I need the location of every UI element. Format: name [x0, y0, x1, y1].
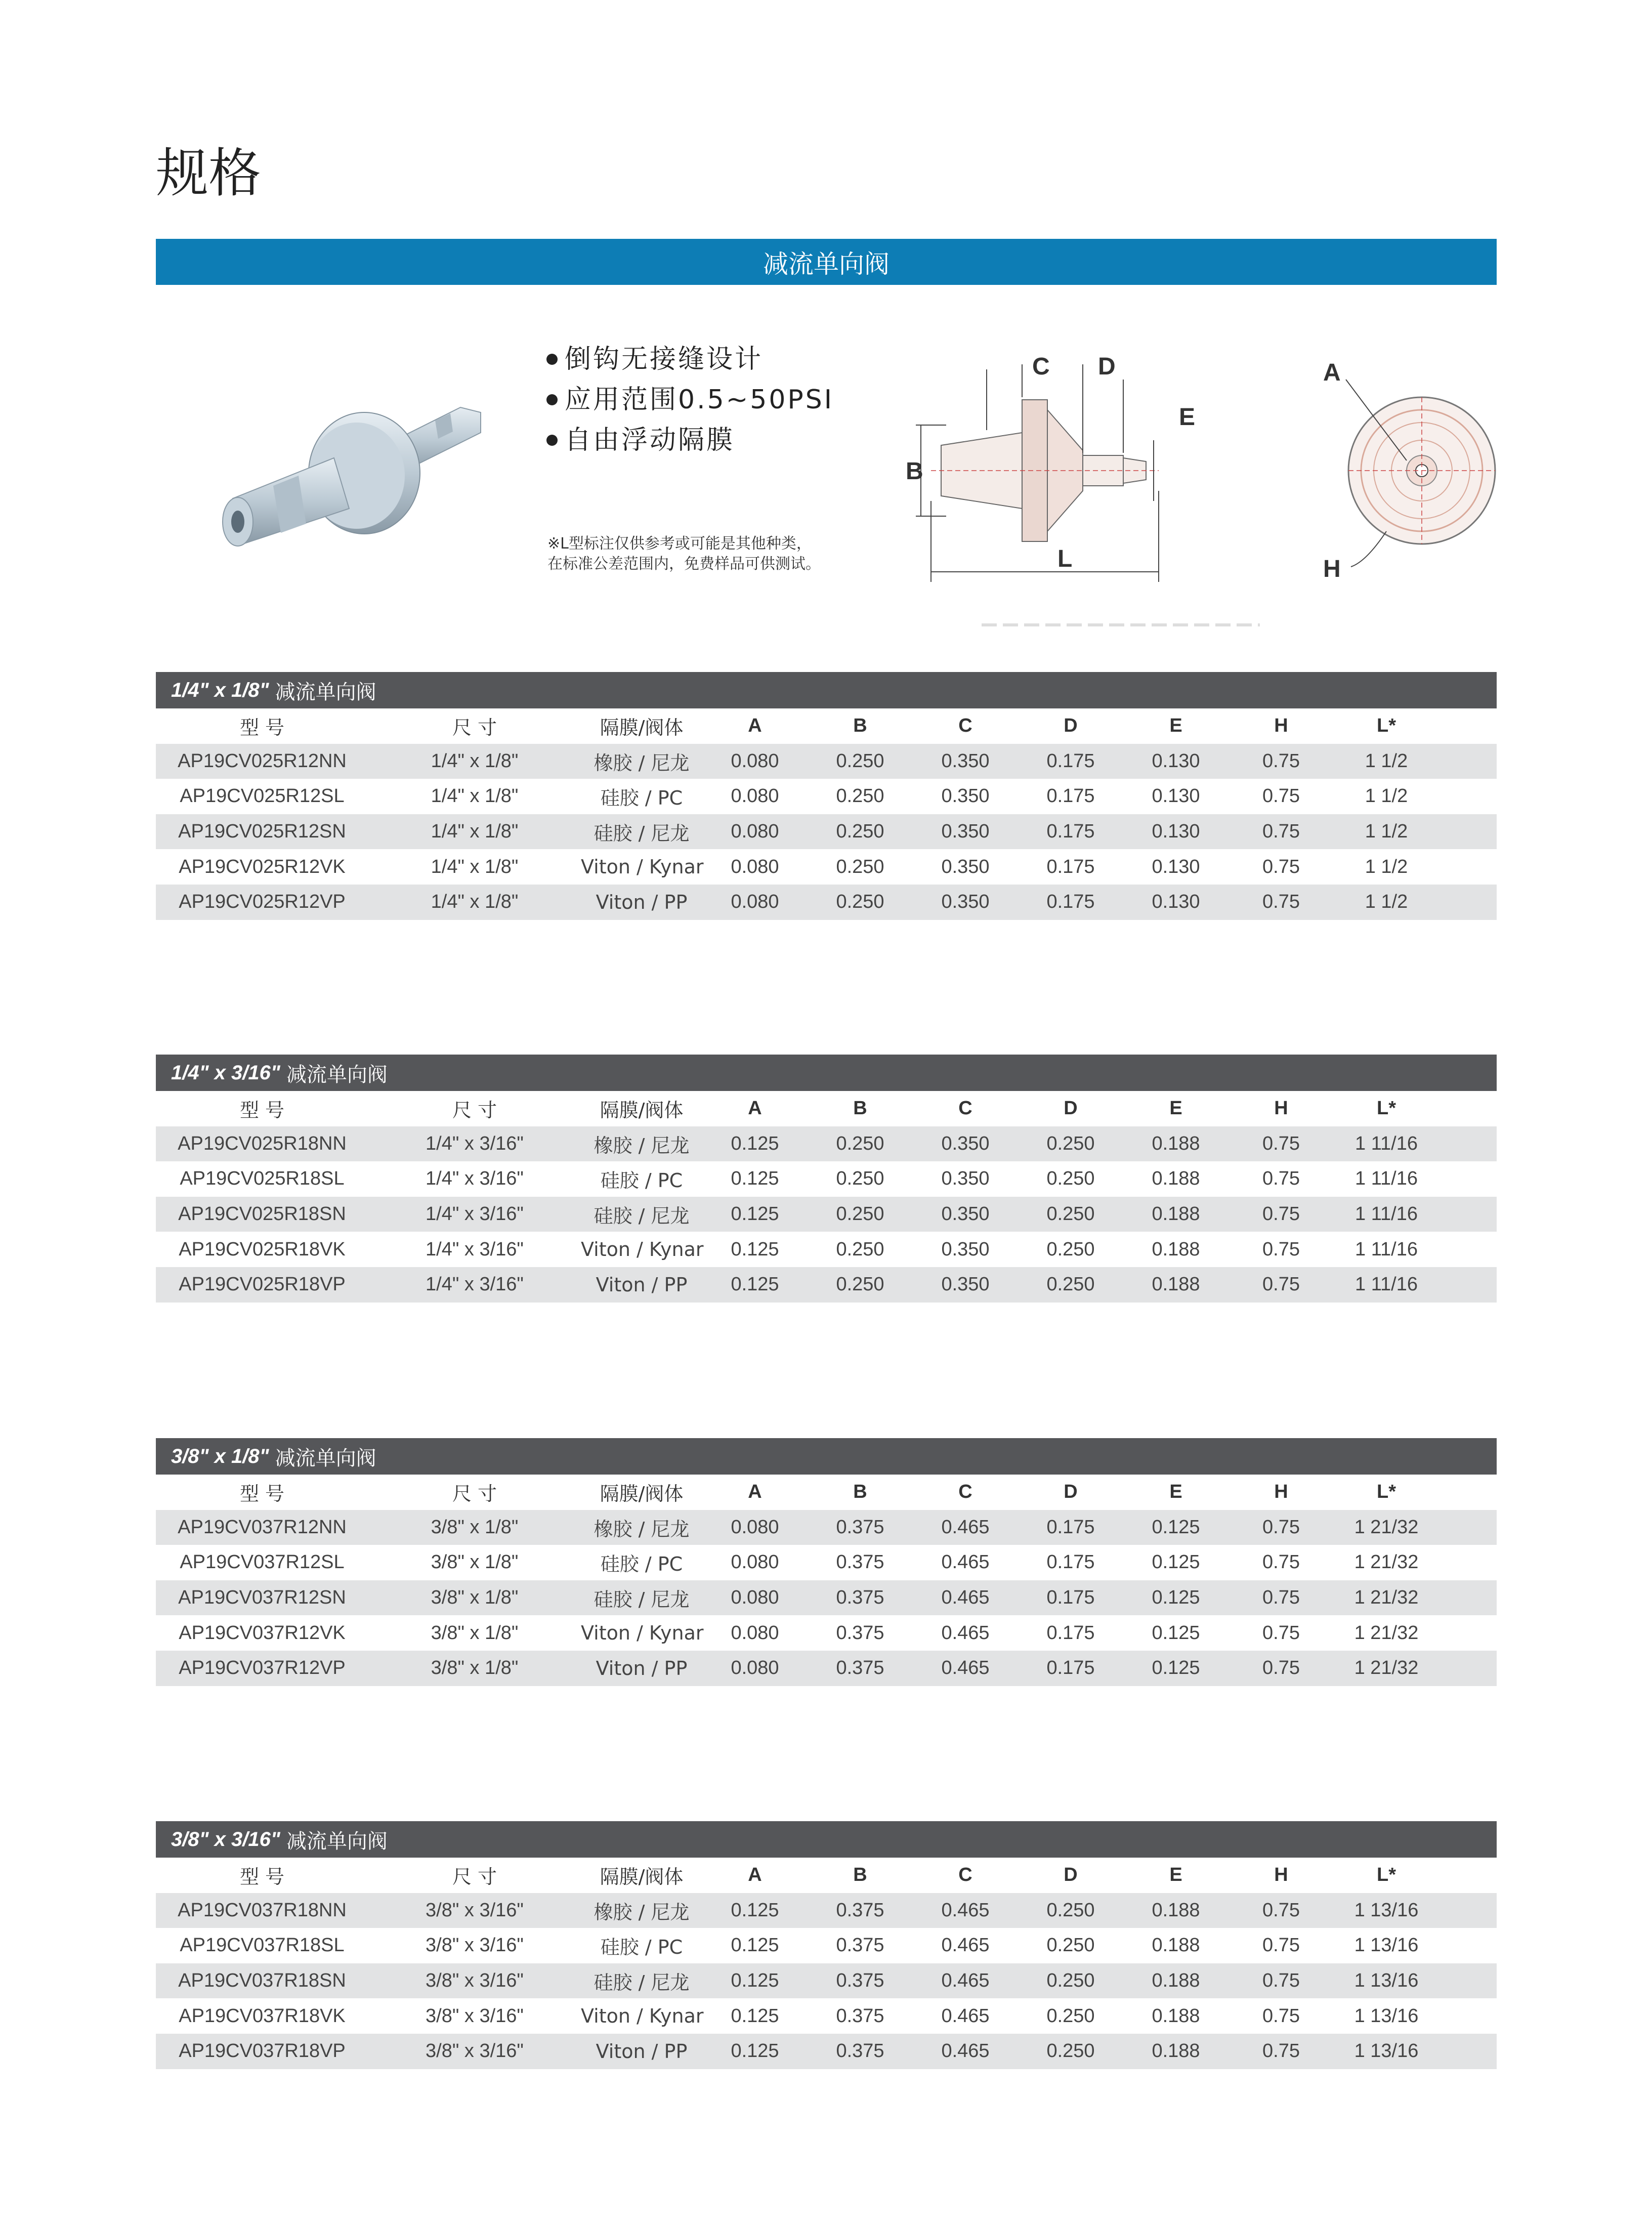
label-a: A: [1323, 359, 1341, 386]
table-cell: 0.130: [1152, 856, 1200, 877]
table-cell: 0.75: [1262, 1622, 1300, 1644]
table-cell: 0.250: [1046, 1274, 1095, 1295]
table-cell: 1/4" x 1/8": [431, 750, 519, 772]
table-cell: 0.250: [1046, 1168, 1095, 1190]
table-cell: 0.080: [731, 1622, 779, 1644]
table-cell: 0.175: [1046, 1657, 1095, 1679]
column-header: A: [748, 1481, 762, 1503]
table-cell: AP19CV037R18VP: [179, 2040, 346, 2062]
table-cell: 1 11/16: [1355, 1203, 1418, 1225]
table-cell: 0.125: [731, 1168, 779, 1190]
column-header: 尺 寸: [452, 717, 497, 739]
table-cell: 0.250: [836, 1168, 884, 1190]
table-cell: 0.465: [941, 1899, 990, 1921]
table-cell: 0.175: [1046, 1587, 1095, 1609]
column-header: H: [1274, 1864, 1288, 1886]
table-cell: 0.125: [1152, 1516, 1200, 1538]
table-cell: 0.75: [1262, 1203, 1300, 1225]
table-cell: 0.375: [836, 1516, 884, 1538]
table-cell: Viton / Kynar: [581, 1622, 704, 1645]
table-cell: 3/8" x 1/8": [431, 1516, 519, 1538]
table-cell: 0.465: [941, 1587, 990, 1609]
table-cell: 0.375: [836, 1622, 884, 1644]
table-cell: AP19CV025R12NN: [178, 750, 347, 772]
table-cell: 1 1/2: [1365, 785, 1408, 807]
column-header: 隔膜/阀体: [600, 1866, 684, 1888]
column-header: E: [1169, 1098, 1182, 1119]
table-cell: AP19CV025R18NN: [178, 1132, 347, 1154]
column-header: 型 号: [239, 1866, 285, 1888]
table-cell: 0.080: [731, 1657, 779, 1679]
column-header: 型 号: [239, 1483, 285, 1505]
table-cell: 0.350: [941, 1274, 990, 1295]
column-header: 型 号: [239, 717, 285, 739]
table-cell: 1/4" x 1/8": [431, 785, 519, 807]
table-cell: 0.465: [941, 1622, 990, 1644]
column-header: 隔膜/阀体: [600, 1099, 684, 1122]
table-row: [156, 1267, 1497, 1303]
table-cell: AP19CV025R12VP: [179, 891, 346, 913]
column-header: 型 号: [239, 1099, 285, 1122]
table-row: [156, 1580, 1497, 1616]
table-cell: 0.375: [836, 1551, 884, 1573]
table-cell: Viton / PP: [596, 2040, 688, 2063]
table-cell: 3/8" x 1/8": [431, 1587, 519, 1609]
table-row: [156, 849, 1497, 885]
table-cell: 硅胶 / 尼龙: [594, 822, 690, 845]
valve-product-image: [197, 372, 511, 574]
table-cell: 0.350: [941, 750, 990, 772]
column-header: E: [1169, 1864, 1182, 1886]
table-cell: 3/8" x 1/8": [431, 1657, 519, 1679]
table-cell: AP19CV025R12SN: [178, 821, 346, 843]
table-cell: 0.175: [1046, 1551, 1095, 1573]
table-row: [156, 1232, 1497, 1267]
table-cell: 0.188: [1152, 1970, 1200, 1992]
column-header: 隔膜/阀体: [600, 1483, 684, 1505]
table-cell: 0.125: [731, 1132, 779, 1154]
bullet-icon: [546, 435, 558, 446]
table-cell: 0.350: [941, 1238, 990, 1260]
column-header: L*: [1377, 1864, 1396, 1886]
table-cell: 0.125: [731, 1970, 779, 1992]
table-cell: 1 21/32: [1354, 1551, 1419, 1573]
table-cell: 1 21/32: [1354, 1657, 1419, 1679]
table-row: [156, 744, 1497, 779]
column-header: D: [1064, 715, 1078, 737]
table-cell: 0.75: [1262, 1551, 1300, 1573]
table-row: [156, 1651, 1497, 1686]
table-cell: 橡胶 / 尼龙: [594, 1901, 690, 1923]
table-cell: 0.75: [1262, 891, 1300, 913]
table-cell: 0.188: [1152, 1899, 1200, 1921]
column-header-row: [156, 708, 1497, 744]
table-row: [156, 779, 1497, 814]
table-cell: 0.375: [836, 1657, 884, 1679]
spec-table: [156, 1438, 1497, 1686]
table-cell: AP19CV037R18SN: [178, 1970, 346, 1992]
table-cell: 0.250: [836, 1203, 884, 1225]
column-header: H: [1274, 1481, 1288, 1503]
table-cell: 1 13/16: [1354, 1899, 1419, 1921]
label-b: B: [906, 458, 923, 485]
table-cell: Viton / Kynar: [581, 1238, 704, 1261]
table-cell: 3/8" x 3/16": [426, 1970, 524, 1992]
table-cell: 0.175: [1046, 1516, 1095, 1538]
table-cell: 0.250: [1046, 1970, 1095, 1992]
column-header: C: [958, 715, 972, 737]
table-cell: 0.250: [1046, 2005, 1095, 2027]
table-row: [156, 814, 1497, 850]
table-cell: 0.188: [1152, 1238, 1200, 1260]
table-cell: 0.75: [1262, 2005, 1300, 2027]
table-cell: 1 13/16: [1354, 1935, 1419, 1956]
table-cell: 0.375: [836, 1899, 884, 1921]
table-cell: 1/4" x 3/16": [426, 1168, 524, 1190]
table-cell: 1/4" x 3/16": [426, 1238, 524, 1260]
table-cell: 0.465: [941, 2040, 990, 2062]
column-header: B: [853, 1864, 867, 1886]
table-cell: 0.125: [1152, 1587, 1200, 1609]
table-cell: 0.125: [731, 2040, 779, 2062]
table-cell: 0.350: [941, 1132, 990, 1154]
table-cell: 1 21/32: [1354, 1516, 1419, 1538]
table-cell: AP19CV025R18SN: [178, 1203, 346, 1225]
column-header-row: [156, 1475, 1497, 1510]
table-cell: 0.188: [1152, 1274, 1200, 1295]
table-cell: 0.465: [941, 1935, 990, 1956]
table-cell: AP19CV037R12VP: [179, 1657, 346, 1679]
table-cell: 硅胶 / PC: [600, 1553, 683, 1576]
table-header-bar: 1/4" x 3/16" 减流单向阀: [156, 1055, 1497, 1091]
table-cell: 0.125: [1152, 1551, 1200, 1573]
table-cell: 硅胶 / 尼龙: [594, 1971, 690, 1994]
table-cell: 1/4" x 1/8": [431, 891, 519, 913]
table-cell: 1 21/32: [1354, 1587, 1419, 1609]
table-cell: 0.75: [1262, 1132, 1300, 1154]
table-cell: 0.250: [836, 1274, 884, 1295]
table-cell: 0.75: [1262, 1516, 1300, 1538]
table-cell: Viton / PP: [596, 891, 688, 913]
column-header: 尺 寸: [452, 1866, 497, 1888]
table-cell: 1 1/2: [1365, 891, 1408, 913]
table-cell: 0.350: [941, 891, 990, 913]
table-cell: 0.350: [941, 856, 990, 877]
table-cell: 0.350: [941, 1203, 990, 1225]
table-cell: 1 11/16: [1355, 1132, 1418, 1154]
table-cell: AP19CV025R18VK: [179, 1238, 346, 1260]
side-dimension-drawing: [906, 349, 1275, 633]
table-row: [156, 1928, 1497, 1963]
table-row: [156, 1998, 1497, 2034]
table-cell: 0.75: [1262, 1970, 1300, 1992]
table-cell: 0.175: [1046, 1622, 1095, 1644]
table-cell: 0.080: [731, 785, 779, 807]
table-cell: 0.080: [731, 821, 779, 843]
column-header: L*: [1377, 1098, 1396, 1119]
table-cell: AP19CV025R12SL: [180, 785, 345, 807]
table-cell: 1/4" x 1/8": [431, 821, 519, 843]
table-row: [156, 1963, 1497, 1999]
table-cell: 0.75: [1262, 1238, 1300, 1260]
table-cell: 1 1/2: [1365, 750, 1408, 772]
table-cell: 1/4" x 3/16": [426, 1203, 524, 1225]
table-cell: 0.250: [1046, 1132, 1095, 1154]
table-cell: 橡胶 / 尼龙: [594, 1518, 690, 1540]
column-header: B: [853, 1098, 867, 1119]
table-cell: 橡胶 / 尼龙: [594, 1134, 690, 1157]
table-cell: 1 1/2: [1365, 821, 1408, 843]
table-cell: 0.75: [1262, 1657, 1300, 1679]
table-cell: 0.130: [1152, 891, 1200, 913]
feature-item: 应用范围0.5~50PSI: [546, 380, 834, 420]
table-cell: 0.175: [1046, 891, 1095, 913]
table-cell: 3/8" x 3/16": [426, 1935, 524, 1956]
table-cell: 0.175: [1046, 856, 1095, 877]
table-cell: 硅胶 / 尼龙: [594, 1588, 690, 1611]
column-header: E: [1169, 715, 1182, 737]
table-cell: 1/4" x 3/16": [426, 1132, 524, 1154]
table-cell: 0.75: [1262, 1168, 1300, 1190]
table-cell: AP19CV025R18VP: [179, 1274, 346, 1295]
table-cell: 0.250: [836, 891, 884, 913]
table-cell: 0.465: [941, 1657, 990, 1679]
spec-table: [156, 672, 1497, 920]
table-cell: 0.080: [731, 856, 779, 877]
table-cell: 0.350: [941, 785, 990, 807]
table-cell: 0.75: [1262, 785, 1300, 807]
column-header: A: [748, 1864, 762, 1886]
spec-table: [156, 1821, 1497, 2069]
table-row: [156, 1161, 1497, 1197]
column-header: B: [853, 715, 867, 737]
table-cell: 1 13/16: [1354, 2040, 1419, 2062]
table-row: [156, 2034, 1497, 2069]
table-cell: 橡胶 / 尼龙: [594, 751, 690, 774]
table-cell: 0.465: [941, 1970, 990, 1992]
column-header: C: [958, 1481, 972, 1503]
feature-item: 倒钩无接缝设计: [546, 339, 834, 380]
column-header: A: [748, 1098, 762, 1119]
table-cell: 0.125: [731, 1935, 779, 1956]
table-cell: 0.75: [1262, 750, 1300, 772]
footnote: ※L型标注仅供参考或可能是其他种类， 在标准公差范围内，免费样品可供测试。: [547, 535, 821, 573]
front-view-drawing: [1305, 349, 1518, 592]
table-cell: 0.350: [941, 1168, 990, 1190]
table-cell: 0.125: [731, 1238, 779, 1260]
table-cell: Viton / Kynar: [581, 2005, 704, 2028]
table-cell: AP19CV037R18VK: [179, 2005, 346, 2027]
column-header: C: [958, 1098, 972, 1119]
page-title: 规格: [156, 142, 262, 204]
table-cell: AP19CV025R18SL: [180, 1168, 345, 1190]
table-cell: 1 13/16: [1354, 1970, 1419, 1992]
table-cell: 0.130: [1152, 785, 1200, 807]
table-cell: 0.75: [1262, 821, 1300, 843]
table-cell: 0.375: [836, 1587, 884, 1609]
bullet-icon: [546, 394, 558, 405]
table-cell: 1 13/16: [1354, 2005, 1419, 2027]
column-header: D: [1064, 1864, 1078, 1886]
table-cell: 0.250: [836, 856, 884, 877]
table-cell: 1 21/32: [1354, 1622, 1419, 1644]
column-header: L*: [1377, 715, 1396, 737]
table-row: [156, 1893, 1497, 1928]
table-cell: 0.75: [1262, 2040, 1300, 2062]
table-cell: 硅胶 / 尼龙: [594, 1205, 690, 1228]
table-cell: 0.080: [731, 1587, 779, 1609]
table-cell: 1 11/16: [1355, 1274, 1418, 1295]
bullet-icon: [546, 354, 558, 365]
column-header: 隔膜/阀体: [600, 717, 684, 739]
table-cell: 3/8" x 1/8": [431, 1622, 519, 1644]
table-cell: 0.250: [836, 821, 884, 843]
table-cell: 0.465: [941, 2005, 990, 2027]
table-cell: 0.250: [1046, 1238, 1095, 1260]
table-cell: 0.375: [836, 2005, 884, 2027]
table-row: [156, 885, 1497, 920]
table-cell: 0.375: [836, 1970, 884, 1992]
column-header: 尺 寸: [452, 1099, 497, 1122]
column-header: D: [1064, 1098, 1078, 1119]
table-cell: AP19CV037R18NN: [178, 1899, 347, 1921]
table-cell: 0.125: [1152, 1622, 1200, 1644]
table-cell: 0.080: [731, 750, 779, 772]
table-cell: 0.350: [941, 821, 990, 843]
table-cell: 0.175: [1046, 750, 1095, 772]
table-cell: 0.130: [1152, 750, 1200, 772]
table-cell: 0.465: [941, 1551, 990, 1573]
table-cell: 0.175: [1046, 821, 1095, 843]
feature-item: 自由浮动隔膜: [546, 420, 834, 460]
table-cell: 0.375: [836, 2040, 884, 2062]
column-header: L*: [1377, 1481, 1396, 1503]
table-cell: 1/4" x 3/16": [426, 1274, 524, 1295]
table-cell: 0.125: [731, 2005, 779, 2027]
table-cell: 0.75: [1262, 1587, 1300, 1609]
table-header-bar: 3/8" x 3/16" 减流单向阀: [156, 1821, 1497, 1858]
table-cell: 0.188: [1152, 2040, 1200, 2062]
table-cell: 3/8" x 1/8": [431, 1551, 519, 1573]
table-cell: 0.250: [836, 1132, 884, 1154]
table-cell: 0.175: [1046, 785, 1095, 807]
table-cell: 0.75: [1262, 856, 1300, 877]
table-cell: AP19CV037R12VK: [179, 1622, 346, 1644]
column-header: H: [1274, 1098, 1288, 1119]
table-header-bar: 3/8" x 1/8" 减流单向阀: [156, 1438, 1497, 1475]
table-cell: 1/4" x 1/8": [431, 856, 519, 877]
table-cell: 0.080: [731, 1516, 779, 1538]
table-cell: 0.250: [1046, 1935, 1095, 1956]
column-header: A: [748, 715, 762, 737]
table-cell: AP19CV037R12SN: [178, 1587, 346, 1609]
table-cell: 0.080: [731, 891, 779, 913]
table-cell: 硅胶 / PC: [600, 787, 683, 810]
table-cell: AP19CV037R12SL: [180, 1551, 345, 1573]
table-cell: 0.75: [1262, 1899, 1300, 1921]
table-header-bar: 1/4" x 1/8" 减流单向阀: [156, 672, 1497, 708]
table-cell: 硅胶 / PC: [600, 1169, 683, 1192]
table-cell: 硅胶 / PC: [600, 1936, 683, 1959]
column-header: 尺 寸: [452, 1483, 497, 1505]
table-cell: 0.250: [1046, 2040, 1095, 2062]
table-cell: 0.75: [1262, 1274, 1300, 1295]
table-cell: 0.250: [1046, 1203, 1095, 1225]
table-cell: 3/8" x 3/16": [426, 2040, 524, 2062]
column-header-row: [156, 1091, 1497, 1126]
table-cell: 0.125: [731, 1274, 779, 1295]
column-header: H: [1274, 715, 1288, 737]
table-cell: Viton / PP: [596, 1657, 688, 1679]
table-cell: 0.125: [731, 1899, 779, 1921]
table-cell: 0.188: [1152, 1935, 1200, 1956]
table-cell: 1 1/2: [1365, 856, 1408, 877]
table-cell: 0.125: [731, 1203, 779, 1225]
table-cell: 1 11/16: [1355, 1238, 1418, 1260]
section-banner: 减流单向阀: [156, 239, 1497, 285]
table-cell: Viton / PP: [596, 1273, 688, 1296]
table-row: [156, 1545, 1497, 1580]
table-cell: 0.188: [1152, 1168, 1200, 1190]
table-row: [156, 1510, 1497, 1545]
table-cell: 3/8" x 3/16": [426, 1899, 524, 1921]
table-cell: 0.188: [1152, 1203, 1200, 1225]
table-cell: 0.75: [1262, 1935, 1300, 1956]
table-row: [156, 1126, 1497, 1162]
table-cell: 0.125: [1152, 1657, 1200, 1679]
table-cell: 3/8" x 3/16": [426, 2005, 524, 2027]
table-cell: 0.188: [1152, 2005, 1200, 2027]
table-cell: 0.250: [836, 1238, 884, 1260]
table-cell: 0.250: [1046, 1899, 1095, 1921]
label-l: L: [1057, 545, 1073, 572]
table-cell: 0.080: [731, 1551, 779, 1573]
table-cell: 0.375: [836, 1935, 884, 1956]
spec-table: [156, 1055, 1497, 1303]
table-cell: AP19CV037R12NN: [178, 1516, 347, 1538]
table-row: [156, 1615, 1497, 1651]
label-h: H: [1323, 556, 1341, 582]
table-row: [156, 1197, 1497, 1232]
label-c: C: [1032, 353, 1050, 380]
table-cell: AP19CV025R12VK: [179, 856, 346, 877]
feature-list: [546, 339, 834, 460]
table-cell: 0.465: [941, 1516, 990, 1538]
table-cell: 0.130: [1152, 821, 1200, 843]
table-cell: AP19CV037R18SL: [180, 1935, 345, 1956]
column-header: B: [853, 1481, 867, 1503]
table-cell: 0.250: [836, 750, 884, 772]
label-d: D: [1098, 353, 1116, 380]
column-header: D: [1064, 1481, 1078, 1503]
column-header-row: [156, 1858, 1497, 1893]
table-cell: 1 11/16: [1355, 1168, 1418, 1190]
column-header: E: [1169, 1481, 1182, 1503]
table-cell: 0.250: [836, 785, 884, 807]
table-cell: Viton / Kynar: [581, 856, 704, 878]
table-cell: 0.188: [1152, 1132, 1200, 1154]
label-e: E: [1179, 404, 1196, 431]
column-header: C: [958, 1864, 972, 1886]
